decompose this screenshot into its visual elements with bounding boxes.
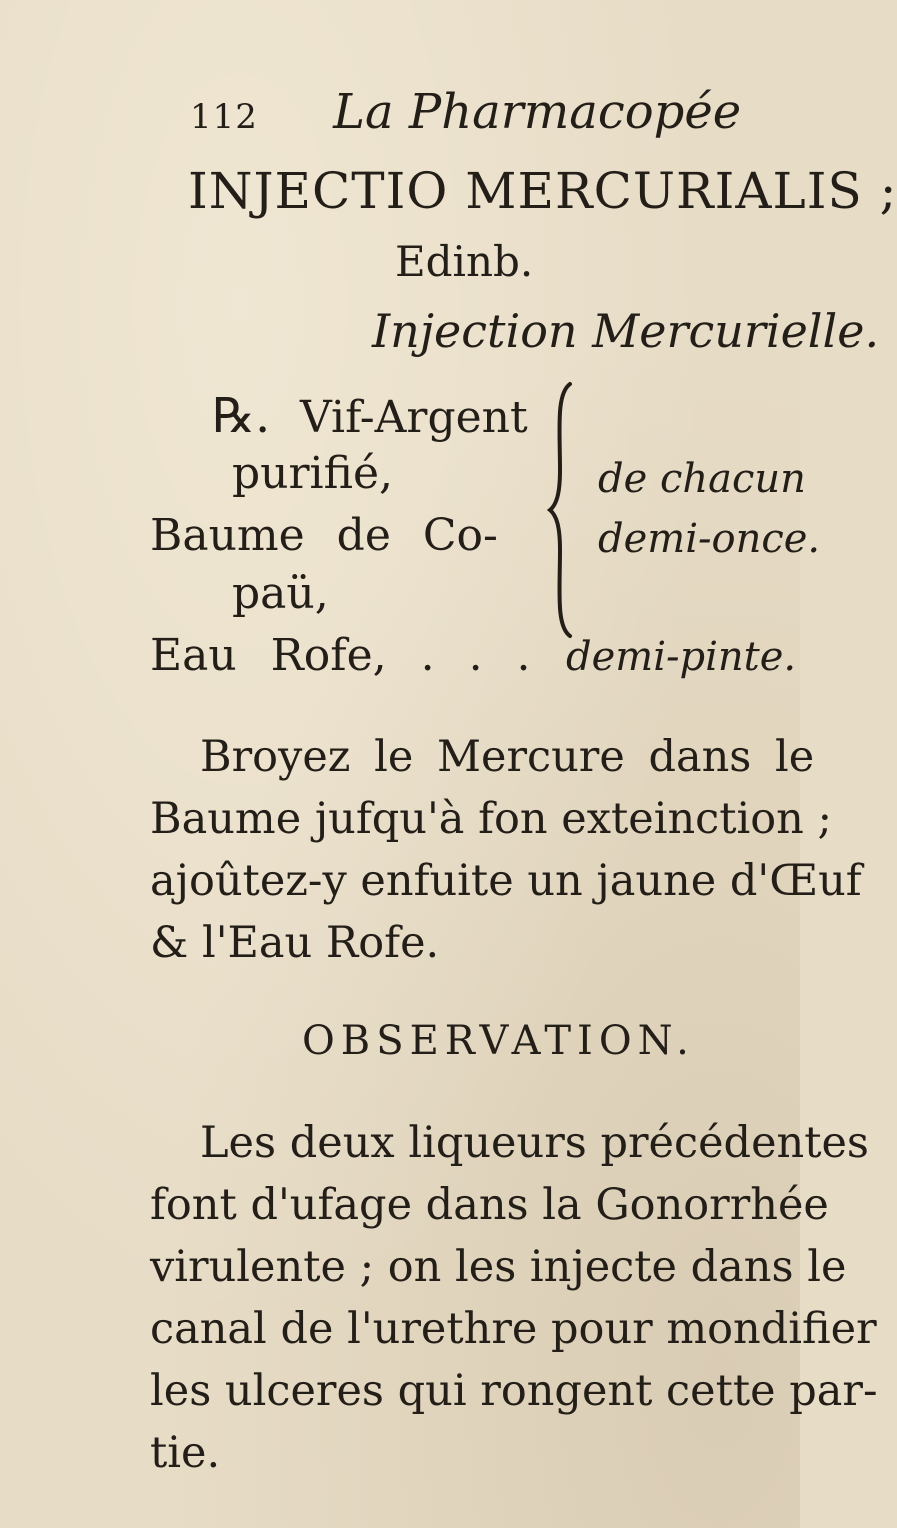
recipe-symbol: ℞.: [212, 388, 271, 444]
instruction-line-3: ajoûtez-y enfuite un jaune d'Œuf: [150, 856, 862, 906]
instruction-line-4: & l'Eau Rofe.: [150, 918, 440, 968]
observation-line-2: font d'ufage dans la Gonorrhée: [150, 1180, 829, 1230]
ingredient-1-line2: purifié,: [232, 448, 393, 499]
quantity-each: de chacun: [598, 456, 806, 502]
observation-line-3: virulente ; on les injecte dans le: [150, 1242, 847, 1292]
brace-icon: [548, 380, 578, 640]
quantity-half-ounce: demi-once.: [598, 516, 821, 562]
instruction-line-2: Baume jufqu'à fon exteinction ;: [150, 794, 832, 844]
observation-line-6: tie.: [150, 1428, 221, 1478]
observation-line-4: canal de l'urethre pour mondifier: [150, 1304, 877, 1354]
ingredient-2-line1: Baume de Co-: [150, 510, 498, 561]
running-title: La Pharmacopée: [333, 84, 742, 140]
running-head: [190, 84, 741, 140]
source-label: Edinb.: [395, 237, 534, 286]
ingredient-2-line2: paü,: [232, 568, 329, 619]
ingredient-1-line1: Vif-Argent: [300, 392, 528, 443]
latin-title: INJECTIO MERCURIALIS ;: [188, 162, 897, 220]
ingredient-3-line1: Eau Rofe, . . .: [150, 630, 531, 681]
observation-line-5: les ulceres qui rongent cette par-: [150, 1366, 878, 1416]
observation-line-1: Les deux liqueurs précédentes: [200, 1118, 869, 1168]
observation-heading: OBSERVATION.: [302, 1018, 695, 1064]
french-title: Injection Mercurielle.: [372, 304, 880, 358]
page-number: 112: [190, 97, 258, 137]
instruction-line-1: Broyez le Mercure dans le: [200, 732, 815, 782]
quantity-half-pint: demi-pinte.: [566, 634, 797, 680]
